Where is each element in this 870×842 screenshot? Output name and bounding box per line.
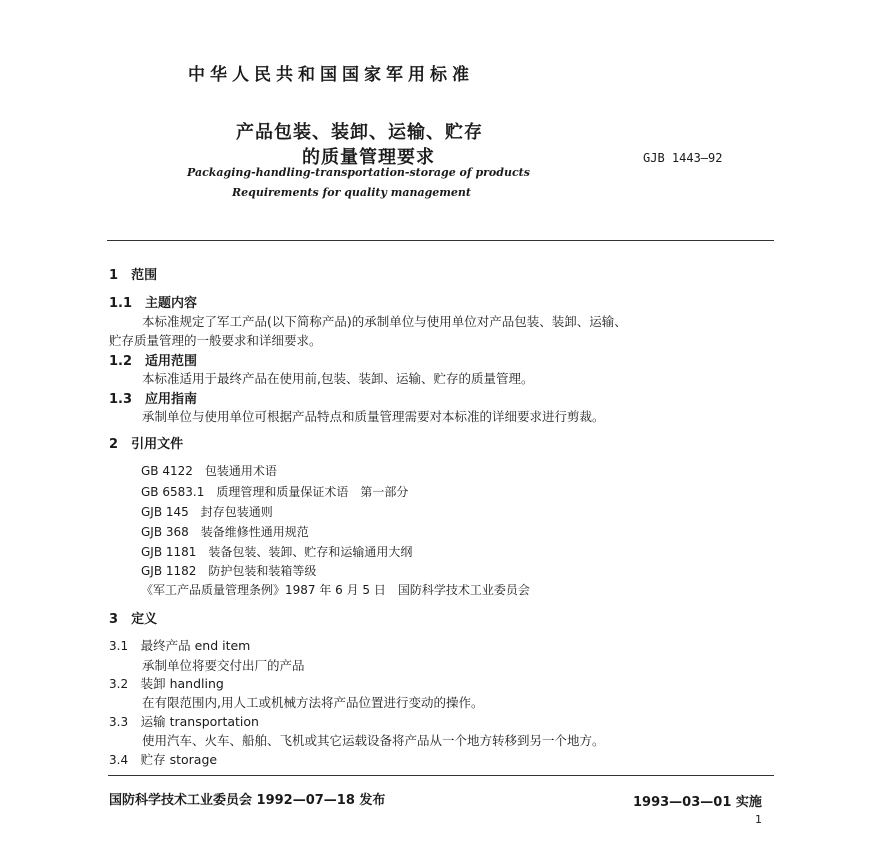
section-title: 范围 xyxy=(131,268,158,283)
reference-item: GJB 1181 装备包装、装卸、贮存和运输通用大纲 xyxy=(141,545,413,559)
document-title-line2: 的质量管理要求 xyxy=(302,147,435,168)
reference-item: GB 4122 包装通用术语 xyxy=(141,464,277,478)
reference-item: 《军工产品质量管理条例》1987 年 6 月 5 日 国防科学技术工业委员会 xyxy=(141,583,530,597)
effective-date: 1993—03—01 实施 xyxy=(633,795,762,810)
section-number: 3.3 xyxy=(109,715,129,729)
section-number: 1.1 xyxy=(109,296,133,311)
header-divider xyxy=(107,240,774,241)
section-3-heading xyxy=(109,608,157,627)
section-2-heading xyxy=(109,433,183,452)
issue-date: 国防科学技术工业委员会 1992—07—18 发布 xyxy=(109,793,386,808)
section-3-2-heading xyxy=(109,674,224,692)
section-title: 应用指南 xyxy=(145,392,198,407)
section-number: 3 xyxy=(109,612,119,627)
section-title: 运输 transportation xyxy=(140,714,259,729)
reference-item: GJB 145 封存包装通则 xyxy=(141,505,273,519)
section-3-1-text: 承制单位将要交付出厂的产品 xyxy=(142,658,305,673)
page-number: 1 xyxy=(755,813,762,826)
section-1-2-text: 本标准适用于最终产品在使用前,包装、装卸、运输、贮存的质量管理。 xyxy=(142,371,534,386)
standard-category-header: 中华人民共和国国家军用标准 xyxy=(188,65,474,85)
english-title-line2: Requirements for quality management xyxy=(232,186,472,199)
section-title: 定义 xyxy=(131,612,158,627)
document-title-line1: 产品包装、装卸、运输、贮存 xyxy=(236,122,483,143)
section-number: 2 xyxy=(109,437,119,452)
section-3-3-text: 使用汽车、火车、船舶、飞机或其它运载设备将产品从一个地方转移到另一个地方。 xyxy=(142,733,605,748)
section-1-heading xyxy=(109,264,157,283)
section-title: 适用范围 xyxy=(145,354,198,369)
section-title: 最终产品 end item xyxy=(140,638,251,653)
section-number: 3.2 xyxy=(109,677,129,691)
section-number: 3.1 xyxy=(109,639,129,653)
section-1-3-text: 承制单位与使用单位可根据产品特点和质量管理需要对本标准的详细要求进行剪裁。 xyxy=(142,409,605,424)
section-title: 装卸 handling xyxy=(140,676,224,691)
section-3-2-text: 在有限范围内,用人工或机械方法将产品位置进行变动的操作。 xyxy=(142,695,484,710)
standard-number: GJB 1443—92 xyxy=(643,151,723,165)
section-1-1-text-line1: 本标准规定了军工产品(以下简称产品)的承制单位与使用单位对产品包装、装卸、运输、 xyxy=(142,314,627,329)
reference-item: GB 6583.1 质理管理和质量保证术语 第一部分 xyxy=(141,485,409,499)
section-number: 1 xyxy=(109,268,119,283)
section-title: 引用文件 xyxy=(131,437,184,452)
section-title: 主题内容 xyxy=(145,296,198,311)
english-title-line1: Packaging-handling-transportation-storage of products xyxy=(187,166,530,179)
section-1-3-heading xyxy=(109,388,197,407)
section-3-3-heading xyxy=(109,712,259,730)
section-1-2-heading xyxy=(109,350,197,369)
reference-item: GJB 1182 防护包装和装箱等级 xyxy=(141,564,317,578)
footer-divider xyxy=(108,775,774,776)
section-number: 1.3 xyxy=(109,392,133,407)
section-1-1-heading xyxy=(109,292,197,311)
reference-item: GJB 368 装备维修性通用规范 xyxy=(141,525,309,539)
section-3-4-heading xyxy=(109,750,217,768)
section-1-1-text-line2: 贮存质量管理的一般要求和详细要求。 xyxy=(109,333,322,348)
section-title: 贮存 storage xyxy=(140,752,218,767)
section-number: 3.4 xyxy=(109,753,129,767)
section-number: 1.2 xyxy=(109,354,133,369)
section-3-1-heading xyxy=(109,636,250,654)
